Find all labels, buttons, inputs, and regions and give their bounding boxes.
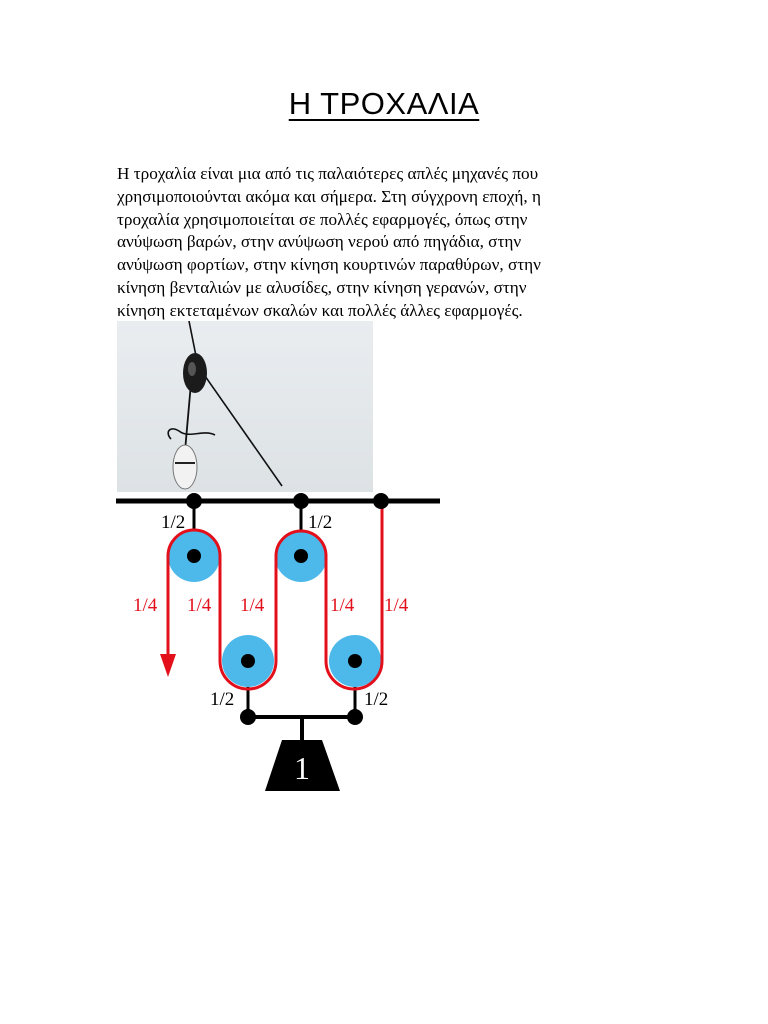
paragraph-line: κίνηση εκτεταμένων σκαλών και πολλές άλλες εφαρμογές. [117, 300, 523, 320]
paragraph-line: Η τροχαλία είναι μια από τις παλαιότερες απλές μηχανές που [117, 164, 539, 183]
rope-tension-label: 1/4 [187, 595, 212, 616]
weight-label: 1 [294, 750, 310, 786]
paragraph-line: τροχαλία χρησιμοποιείται σε πολλές εφαρμογές, όπως στην [117, 209, 528, 229]
tension-label: 1/2 [308, 512, 333, 533]
paragraph-line: κίνηση βενταλιών με αλυσίδες, στην κίνηση γερανών, στην [117, 277, 527, 297]
compound-pulley-diagram [110, 488, 450, 798]
paragraph-line: ανύψωση βαρών, στην ανύψωση νερού από πηγάδια, στην [117, 232, 522, 252]
anchor-pin [293, 493, 309, 509]
rope-line [185, 383, 191, 451]
load-pin [347, 709, 363, 725]
paragraph-line: χρησιμοποιούνται ακόμα και σήμερα. Στη σύγχρονη εποχή, η [117, 186, 541, 206]
rope-tension-label: 1/4 [384, 595, 409, 616]
axle-pin [348, 654, 362, 668]
axle-pin [187, 549, 201, 563]
weight-icon [173, 445, 197, 489]
page-title: Η ΤΡΟΧΑΛΙΑ [288, 86, 480, 121]
anchor-pin [373, 493, 389, 509]
pulley-sheave-icon [188, 362, 196, 376]
rope-tension-label: 1/4 [330, 595, 355, 616]
pull-arrow-icon [160, 654, 176, 677]
tension-label: 1/2 [161, 512, 186, 533]
rope-line [205, 376, 282, 486]
anchor-pin [186, 493, 202, 509]
rope-tension-label: 1/4 [133, 595, 158, 616]
paragraph-line: ανύψωση φορτίων, στην κίνηση κουρτινών παραθύρων, στην [117, 255, 541, 275]
body-paragraph [117, 163, 657, 323]
rope-tension-label: 1/4 [240, 595, 265, 616]
pulley-photo-illustration [117, 321, 373, 492]
load-pin [240, 709, 256, 725]
axle-pin [241, 654, 255, 668]
tension-label: 1/2 [210, 689, 235, 710]
axle-pin [294, 549, 308, 563]
tension-label: 1/2 [364, 689, 389, 710]
pulley-photo [117, 321, 373, 492]
rope-loop [168, 429, 215, 439]
